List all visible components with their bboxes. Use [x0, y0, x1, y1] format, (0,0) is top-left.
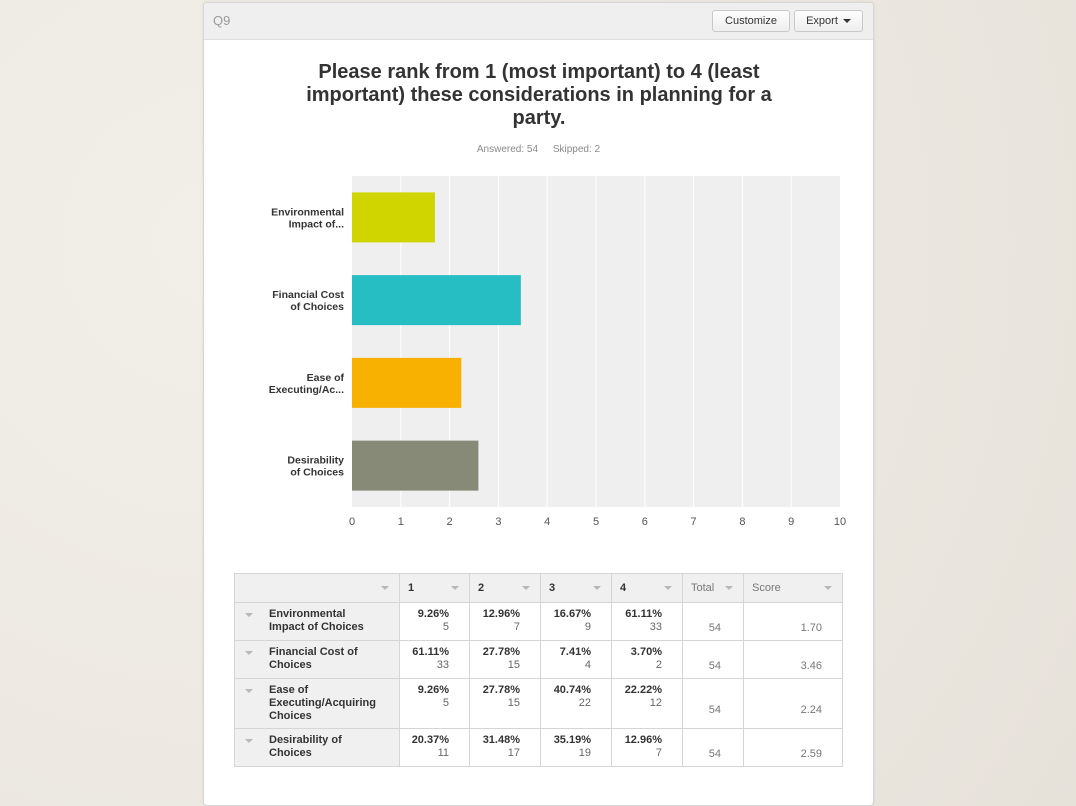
column-header-2[interactable]	[470, 574, 541, 603]
x-tick-label: 0	[348, 516, 356, 528]
rank-cell	[470, 603, 541, 641]
x-tick-label: 10	[833, 516, 847, 528]
column-header-total-label: Total	[691, 582, 715, 594]
x-tick-label: 4	[544, 516, 551, 528]
column-header-4[interactable]	[612, 574, 683, 603]
x-tick-label: 3	[495, 516, 502, 528]
chart-title: Please rank from 1 (most important) to 4 (least important) these considerations in planning for a party.	[306, 61, 772, 129]
export-label: Export	[806, 15, 838, 27]
category-label: Impact of...	[288, 218, 344, 231]
cell-count: 11	[437, 747, 449, 759]
row-label[interactable]	[235, 641, 400, 679]
rank-cell	[541, 679, 612, 729]
column-header-label[interactable]	[235, 574, 400, 603]
column-header-2-label: 2	[478, 582, 485, 594]
cell-percent: 61.11%	[625, 608, 662, 620]
table-row	[235, 641, 843, 679]
row-label[interactable]	[235, 603, 400, 641]
table-row	[235, 729, 843, 767]
row-total: 54	[683, 641, 744, 679]
cell-count: 33	[436, 659, 449, 671]
column-header-1[interactable]	[400, 574, 470, 603]
row-score: 2.24	[744, 679, 843, 729]
rank-cell	[470, 729, 541, 767]
cell-count: 2	[655, 659, 662, 671]
cell-count: 15	[507, 697, 520, 709]
rank-cell	[541, 729, 612, 767]
category-label: Executing/Ac...	[268, 383, 344, 396]
row-score: 3.46	[744, 641, 843, 679]
row-total: 54	[683, 729, 744, 767]
cell-percent: 20.37%	[411, 734, 449, 746]
sort-caret-icon	[522, 586, 530, 590]
x-tick-label: 7	[690, 516, 697, 528]
row-total: 54	[683, 603, 744, 641]
row-label-line: Choices	[269, 659, 312, 671]
row-label-line: Financial Cost of	[269, 646, 358, 658]
cell-count: 17	[507, 747, 520, 759]
bar-4[interactable]	[352, 441, 478, 491]
row-caret-icon[interactable]	[245, 689, 253, 693]
x-tick-label: 1	[397, 516, 404, 528]
row-label-line: Impact of Choices	[269, 621, 364, 633]
row-label-line: Environmental	[269, 608, 346, 620]
cell-count: 12	[649, 697, 662, 709]
sort-caret-icon	[824, 586, 832, 590]
x-tick-label: 5	[592, 516, 600, 528]
rank-cell	[400, 729, 470, 767]
rank-cell	[400, 641, 470, 679]
bar-1[interactable]	[352, 192, 435, 242]
category-label: Desirability	[287, 454, 344, 467]
cell-percent: 12.96%	[482, 608, 520, 620]
column-header-4-label: 4	[620, 582, 627, 594]
cell-percent: 40.74%	[553, 684, 591, 696]
row-score: 1.70	[744, 603, 843, 641]
row-label-line: Choices	[269, 710, 312, 722]
column-header-1-label: 1	[408, 582, 415, 594]
category-label: Environmental	[271, 206, 344, 219]
cell-percent: 22.22%	[624, 684, 662, 696]
cell-percent: 27.78%	[482, 646, 520, 658]
cell-count: 33	[649, 621, 662, 633]
rank-cell	[541, 603, 612, 641]
category-label: Financial Cost	[272, 289, 344, 302]
cell-percent: 7.41%	[559, 646, 591, 658]
cell-percent: 35.19%	[553, 734, 591, 746]
x-tick-label: 9	[788, 516, 795, 528]
category-label: of Choices	[290, 301, 344, 314]
category-label: Ease of	[306, 371, 344, 384]
cell-count: 4	[584, 659, 591, 671]
question-number: Q9	[213, 13, 231, 28]
column-header-3[interactable]	[541, 574, 612, 603]
row-label[interactable]	[235, 679, 400, 729]
row-caret-icon[interactable]	[245, 651, 253, 655]
cell-percent: 16.67%	[553, 608, 591, 620]
row-caret-icon[interactable]	[245, 613, 253, 617]
skipped-count: Skipped: 2	[552, 144, 601, 155]
table-row	[235, 679, 843, 729]
rank-cell	[400, 679, 470, 729]
cell-percent: 3.70%	[630, 646, 662, 658]
cell-percent: 9.26%	[417, 684, 449, 696]
rank-cell	[612, 641, 683, 679]
sort-caret-icon	[664, 586, 672, 590]
x-tick-label: 8	[739, 516, 746, 528]
row-label-line: Choices	[269, 747, 312, 759]
cell-count: 5	[442, 621, 449, 633]
sort-caret-icon	[725, 586, 733, 590]
row-score: 2.59	[744, 729, 843, 767]
cell-percent: 9.26%	[417, 608, 449, 620]
row-label-line: Desirability of	[269, 734, 342, 746]
category-label: of Choices	[290, 466, 344, 479]
cell-count: 5	[442, 697, 449, 709]
rank-cell	[470, 679, 541, 729]
ranking-table	[234, 573, 843, 767]
rank-cell	[612, 729, 683, 767]
cell-count: 15	[507, 659, 520, 671]
bar-3[interactable]	[352, 358, 461, 408]
answered-count: Answered: 54	[476, 144, 539, 155]
x-tick-label: 2	[446, 516, 453, 528]
rank-cell	[541, 641, 612, 679]
column-header-3-label: 3	[549, 582, 556, 594]
row-caret-icon[interactable]	[245, 739, 253, 743]
row-label-line: Executing/Acquiring	[269, 697, 376, 709]
bar-chart	[204, 3, 873, 543]
cell-count: 19	[578, 747, 591, 759]
cell-percent: 31.48%	[482, 734, 520, 746]
rank-cell	[612, 679, 683, 729]
row-total: 54	[683, 679, 744, 729]
sort-caret-icon	[593, 586, 601, 590]
cell-count: 9	[584, 621, 591, 633]
row-label[interactable]	[235, 729, 400, 767]
cell-percent: 12.96%	[624, 734, 662, 746]
column-header-total[interactable]	[683, 574, 744, 603]
cell-percent: 27.78%	[482, 684, 520, 696]
table-header-row	[235, 574, 843, 603]
x-tick-label: 6	[641, 516, 648, 528]
sort-caret-icon	[451, 586, 459, 590]
cell-percent: 61.11%	[412, 646, 449, 658]
rank-cell	[470, 641, 541, 679]
column-header-score-label: Score	[752, 582, 781, 594]
rank-cell	[612, 603, 683, 641]
customize-label: Customize	[725, 15, 777, 27]
cell-count: 22	[578, 697, 591, 709]
row-label-line: Ease of	[269, 684, 309, 696]
table-row	[235, 603, 843, 641]
bar-2[interactable]	[352, 275, 521, 325]
sort-caret-icon	[381, 586, 389, 590]
column-header-score[interactable]	[744, 574, 843, 603]
rank-cell	[400, 603, 470, 641]
cell-count: 7	[655, 747, 662, 759]
cell-count: 7	[513, 621, 520, 633]
question-card	[203, 2, 874, 806]
